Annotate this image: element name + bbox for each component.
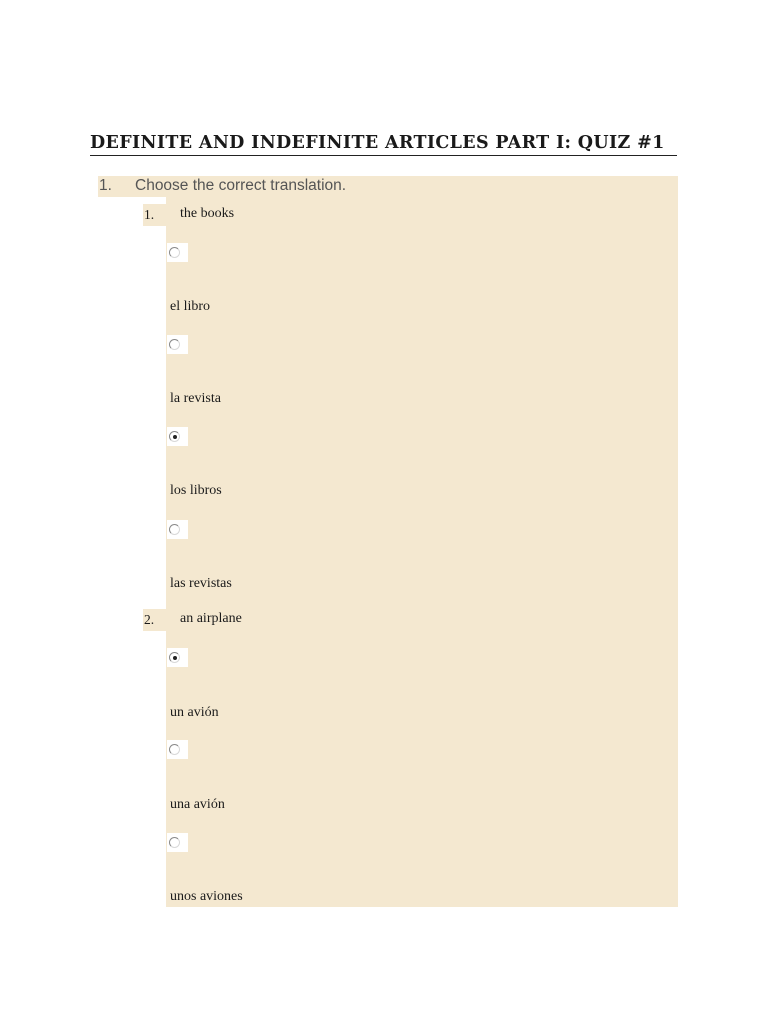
radio-option[interactable] bbox=[167, 740, 188, 759]
question-number: 1. bbox=[99, 177, 112, 194]
radio-option[interactable] bbox=[167, 243, 188, 262]
radio-button[interactable] bbox=[169, 837, 180, 848]
option-label: la revista bbox=[170, 391, 221, 406]
radio-button-selected[interactable] bbox=[169, 652, 180, 663]
radio-option[interactable] bbox=[167, 833, 188, 852]
radio-option[interactable] bbox=[167, 427, 188, 446]
question-panel bbox=[166, 176, 678, 907]
item-number: 1. bbox=[144, 207, 155, 222]
radio-button[interactable] bbox=[169, 744, 180, 755]
radio-button[interactable] bbox=[169, 247, 180, 258]
quiz-title: DEFINITE AND INDEFINITE ARTICLES PART I: QUIZ #1 bbox=[90, 131, 677, 156]
option-label: el libro bbox=[170, 299, 211, 314]
option-label: unos aviones bbox=[170, 889, 243, 904]
item-term: the books bbox=[180, 206, 235, 221]
item-term: an airplane bbox=[180, 611, 242, 626]
question-prompt: Choose the correct translation. bbox=[135, 177, 347, 194]
radio-option[interactable] bbox=[167, 648, 188, 667]
option-label: las revistas bbox=[170, 576, 232, 591]
option-label: una avión bbox=[170, 797, 225, 812]
radio-button[interactable] bbox=[169, 524, 180, 535]
item-number: 2. bbox=[144, 612, 155, 627]
radio-button-selected[interactable] bbox=[169, 431, 180, 442]
radio-option[interactable] bbox=[167, 520, 188, 539]
radio-button[interactable] bbox=[169, 339, 180, 350]
radio-option[interactable] bbox=[167, 335, 188, 354]
option-label: un avión bbox=[170, 705, 219, 720]
option-label: los libros bbox=[170, 483, 222, 498]
